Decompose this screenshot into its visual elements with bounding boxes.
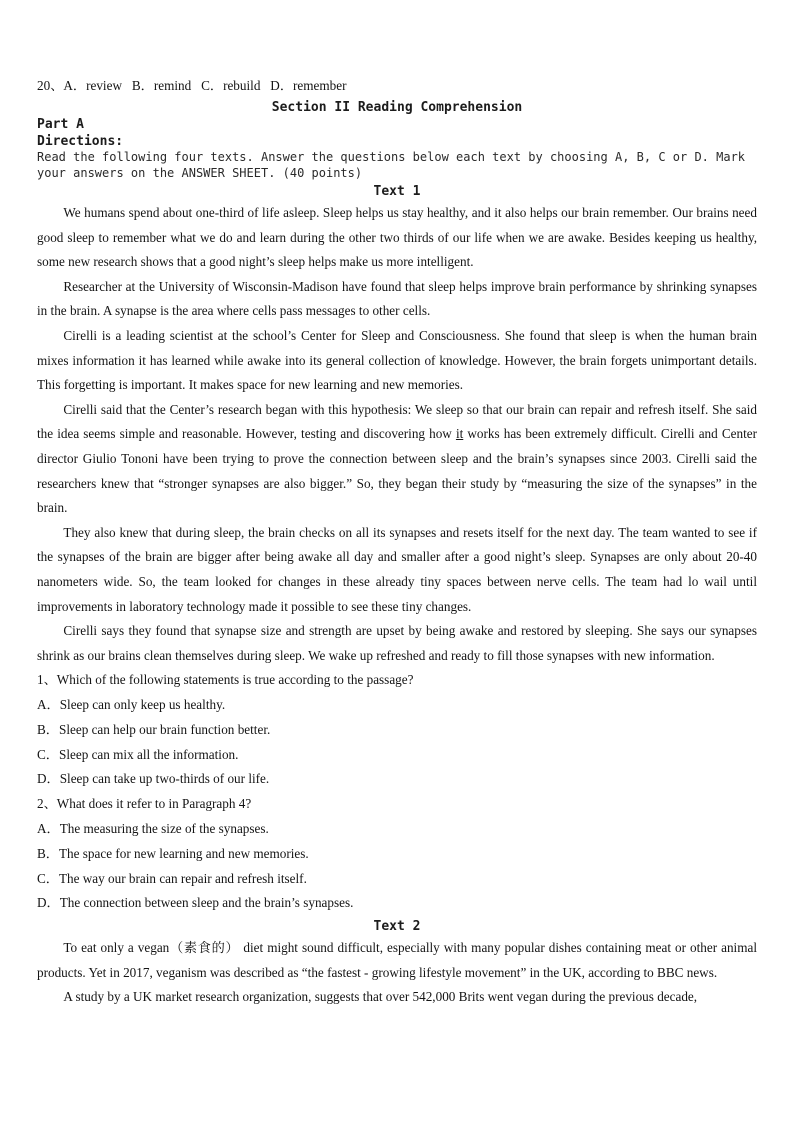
question-2-number: 2、: [37, 796, 57, 812]
text1-paragraph-5: They also knew that during sleep, the brain checks on all its synapses and resets itself for the next day. The team wanted to see if the synapses of the brain are bigger after being awake all day and smaller after a good night’s sleep. Synapses are only about 20-40 nanometers wide. So, the team looked for changes in these already tiny spaces between nerve cells. The team had lo wail until improvements in laboratory technology made it possible to see these tiny changes.: [37, 524, 757, 614]
text2-paragraph-1: To eat only a vegan（素食的） diet might sound difficult, especially with many popular dishes containing meat or other animal products. Yet in 2017, veganism was described as “the fastest - growing lifestyle movement” in the UK, according to BBC news.: [37, 940, 757, 980]
section-heading: Section II Reading Comprehension: [271, 100, 523, 115]
paragraph-4-after: works has been extremely difficult. Cirelli and Center director Giulio Tononi have been trying to prove the connection between sleep and the brain’s synapses since 2003. Cirelli said the researchers knew that “stronger synapses are also bigger.” So, they began their study by “measuring the size of the synapses” in the brain.: [37, 426, 757, 516]
text1-paragraph-4: [37, 398, 757, 521]
text2-paragraph-2: A study by a UK market research organization, suggests that over 542,000 Brits went vegan during the previous decade,: [63, 989, 698, 1005]
text-2-heading: Text 2: [373, 919, 421, 935]
question-20-line: 20、A．review B．remind C．rebuild D．remember: [37, 78, 347, 93]
question-1-option-b: B．Sleep can help our brain function better.: [37, 721, 271, 737]
paragraph-4-underlined-word: it: [455, 426, 464, 442]
text1-paragraph-6: Cirelli says they found that synapse size and strength are upset by being awake and restored by sleeping. She says our synapses shrink as our brains clean themselves during sleep. We wake up refreshed and ready to fill those synapses with new information.: [37, 623, 757, 663]
question-1-text: Which of the following statements is true according to the passage?: [56, 672, 414, 688]
question-1-option-a: A．Sleep can only keep us healthy.: [37, 697, 226, 713]
text1-paragraph-2: Researcher at the University of Wisconsin-Madison have found that sleep helps improve brain performance by shrinking synapses in the brain. A synapse is the area where cells pass messages to other cells.: [37, 278, 757, 319]
question-2-option-a: A．The measuring the size of the synapses.: [37, 821, 269, 837]
question-2-text: What does it refer to in Paragraph 4?: [56, 796, 252, 812]
question-1-option-d: D．Sleep can take up two-thirds of our life.: [37, 771, 270, 787]
text-1-heading: Text 1: [373, 184, 421, 199]
question-2-option-d: D．The connection between sleep and the brain’s synapses.: [37, 895, 354, 911]
question-1-number: 1、: [37, 672, 57, 688]
paragraph-4-before: Cirelli said that the Center’s research began with this hypothesis: We sleep so that our brain can repair and refresh itself. She said the idea seems simple and reasonable. However, testing and discovering how: [37, 401, 757, 442]
question-1-option-c: C．Sleep can mix all the information.: [37, 746, 239, 762]
directions-text: Read the following four texts. Answer the questions below each text by choosing A, B, C or D. Mark your answers on the ANSWER SHEET. (40 points): [37, 150, 746, 180]
question-2-option-b: B．The space for new learning and new memories.: [37, 845, 309, 861]
text1-paragraph-3: Cirelli is a leading scientist at the school’s Center for Sleep and Consciousness. She found that sleep is when the human brain mixes information it has learned while awake into its general collection of knowledge. However, the brain forgets unimportant details. This forgetting is important. It makes space for new learning and new memories.: [37, 327, 757, 393]
question-2-option-c: C．The way our brain can repair and refresh itself.: [37, 870, 307, 886]
directions-heading: Directions:: [37, 134, 124, 149]
question-1: [37, 668, 757, 693]
part-a-heading: Part A: [37, 117, 84, 132]
text1-paragraph-1: We humans spend about one-third of life asleep. Sleep helps us stay healthy, and it also helps our brain remember. Our brains need good sleep to remember what we do and learn during the other two thirds of our life when we are awake. Besides keeping us healthy, some new research shows that a good night’s sleep helps make us more intelligent.: [37, 205, 757, 270]
question-2: [37, 792, 757, 817]
